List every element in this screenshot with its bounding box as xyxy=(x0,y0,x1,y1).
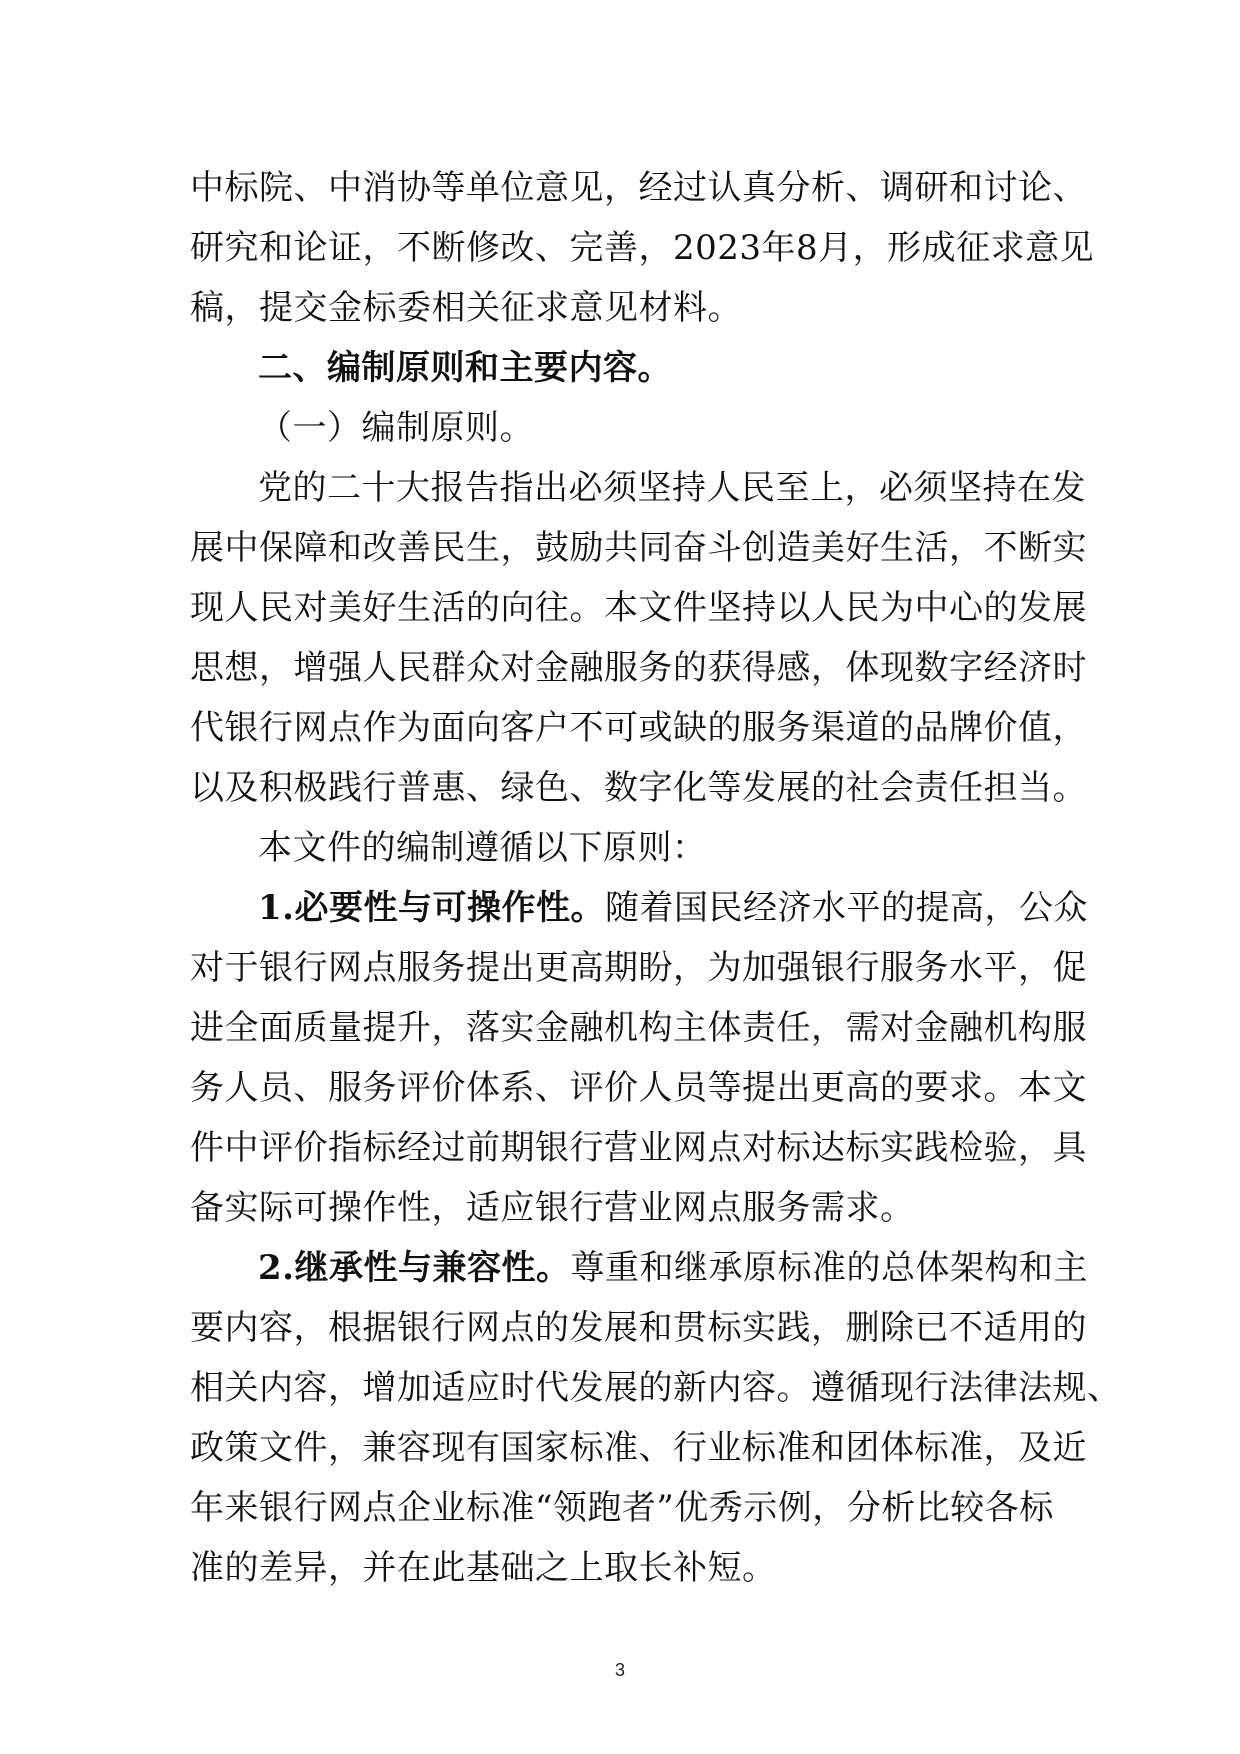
paragraph-1-line-4: 思想，增强人民群众对金融服务的获得感，体现数字经济时 xyxy=(190,648,1087,688)
principle-2-line-5: 年来银行网点企业标准“领跑者”优秀示例，分析比较各标 xyxy=(190,1488,1054,1528)
paragraph-1-line-6: 以及积极践行普惠、绿色、数字化等发展的社会责任担当。 xyxy=(190,768,1087,808)
paragraph-2: 本文件的编制遵循以下原则： xyxy=(258,828,707,868)
principle-2-line-4: 政策文件，兼容现有国家标准、行业标准和团体标准，及近 xyxy=(190,1428,1087,1468)
paragraph-1-line-3: 现人民对美好生活的向往。本文件坚持以人民为中心的发展 xyxy=(190,588,1087,628)
principle-1-line-1 xyxy=(190,878,1088,938)
principle-1-line-3: 进全面质量提升，落实金融机构主体责任，需对金融机构服 xyxy=(190,1008,1087,1048)
intro-line-2: 研究和论证，不断修改、完善，2023年8月，形成征求意见 xyxy=(190,228,1095,268)
principle-2-line-6: 准的差异，并在此基础之上取长补短。 xyxy=(190,1548,777,1588)
principle-1-title: 1.必要性与可操作性。 xyxy=(258,888,605,928)
principle-1-line-5: 件中评价指标经过前期银行营业网点对标达标实践检验，具 xyxy=(190,1128,1087,1168)
subsection-heading: （一）编制原则。 xyxy=(258,408,534,448)
principle-2-line-1 xyxy=(190,1238,1088,1298)
intro-line-3: 稿，提交金标委相关征求意见材料。 xyxy=(190,288,742,328)
section-heading: 二、编制原则和主要内容。 xyxy=(258,348,672,388)
principle-2-line-3: 相关内容，增加适应时代发展的新内容。遵循现行法律法规、 xyxy=(190,1368,1122,1408)
principle-2-line-2: 要内容，根据银行网点的发展和贯标实践，删除已不适用的 xyxy=(190,1308,1087,1348)
principle-2-first-line-rest: 尊重和继承原标准的总体架构和主 xyxy=(570,1248,1088,1288)
paragraph-1-line-1: 党的二十大报告指出必须坚持人民至上，必须坚持在发 xyxy=(258,468,1086,508)
principle-1-first-line-rest: 随着国民经济水平的提高，公众 xyxy=(605,888,1088,928)
intro-line-1: 中标院、中消协等单位意见，经过认真分析、调研和讨论、 xyxy=(190,168,1087,208)
principle-2-title: 2.继承性与兼容性。 xyxy=(258,1248,571,1288)
principle-1-line-2: 对于银行网点服务提出更高期盼，为加强银行服务水平，促 xyxy=(190,948,1087,988)
principle-1-line-6: 备实际可操作性，适应银行营业网点服务需求。 xyxy=(190,1188,915,1228)
paragraph-1-line-2: 展中保障和改善民生，鼓励共同奋斗创造美好生活，不断实 xyxy=(190,528,1087,568)
page-number: 3 xyxy=(614,1660,625,1680)
document-body xyxy=(190,158,1122,1598)
paragraph-1-line-5: 代银行网点作为面向客户不可或缺的服务渠道的品牌价值， xyxy=(190,708,1087,748)
principle-1-line-4: 务人员、服务评价体系、评价人员等提出更高的要求。本文 xyxy=(190,1068,1087,1108)
